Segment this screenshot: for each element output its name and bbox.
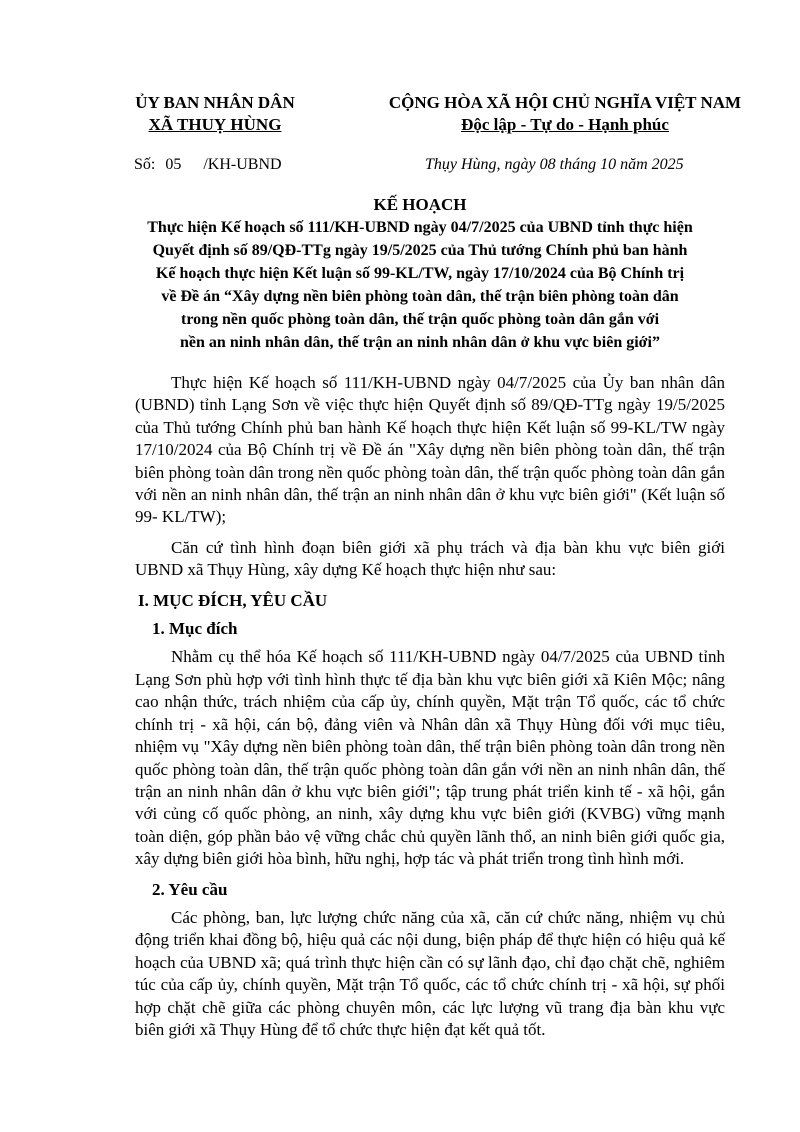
- agency-line-2: XÃ THUỴ HÙNG: [148, 115, 282, 134]
- requirements-paragraph: Các phòng, ban, lực lượng chức năng của xã, căn cứ chức năng, nhiệm vụ chủ động triển khai đồng bộ, hiệu quả các nội dung, biện pháp để thực hiện có hiệu quả kế hoạch của UBND xã; quá trình thực hiện cần có sự lãnh đạo, chỉ đạo chặt chẽ, nghiêm túc của cấp ủy, chính quyền, Mặt trận Tổ quốc, các tổ chức chính trị - xã hội, sự phối hợp chặt chẽ giữa các phòng chuyên môn, các lực lượng vũ trang địa bàn khu vực biên giới xã Thụy Hùng để tổ chức thực hiện đạt kết quả tốt.: [135, 907, 725, 1039]
- title-line: nền an ninh nhân dân, thế trận an ninh nhân dân ở khu vực biên giới”: [180, 334, 660, 351]
- title-line: Kế hoạch thực hiện Kết luận số 99-KL/TW, ngày 17/10/2024 của Bộ Chính trị: [155, 265, 685, 282]
- date-line: Thụy Hùng, ngày 08 tháng 10 năm 2025: [425, 156, 684, 173]
- title-line: về Đề án “Xây dựng nền biên phòng toàn dân, thế trận biên phòng toàn dân: [161, 288, 679, 305]
- title-line: Thực hiện Kế hoạch số 111/KH-UBND ngày 04/7/2025 của UBND tỉnh thực hiện: [147, 219, 693, 236]
- basis-paragraph: Căn cứ tình hình đoạn biên giới xã phụ trách và địa bàn khu vực biên giới UBND xã Thụy Hùng, xây dựng Kế hoạch thực hiện như sau:: [135, 537, 725, 580]
- agency-line-1: ỦY BAN NHÂN DÂN: [135, 93, 295, 112]
- document-number: [134, 156, 282, 174]
- subsection-heading: 1. Mục đích: [152, 619, 238, 639]
- title-line: trong nền quốc phòng toàn dân, thế trận quốc phòng toàn dân gắn với: [180, 311, 660, 328]
- title-heading: KẾ HOẠCH: [373, 195, 467, 214]
- country-name: CỘNG HÒA XÃ HỘI CHỦ NGHĨA VIỆT NAM: [388, 93, 742, 112]
- intro-paragraph: Thực hiện Kế hoạch số 111/KH-UBND ngày 04/7/2025 của Ủy ban nhân dân (UBND) tỉnh Lạng Sơn về việc thực hiện Quyết định số 89/QĐ-TTg ngày 19/5/2025 của Thủ tướng Chính phủ ban hành Kế hoạch thực hiện Kết luận số 99-KL/TW ngày 17/10/2024 của Bộ Chính trị về Đề án "Xây dựng nền biên phòng toàn dân, thế trận biên phòng toàn dân trong nền quốc phòng toàn dân, thế trận quốc phòng toàn dân gắn với nền an ninh nhân dân, thế trận an ninh nhân dân ở khu vực biên giới" (Kết luận số 99- KL/TW);: [135, 373, 725, 527]
- document-body: [135, 372, 725, 1049]
- motto-line: Độc lập - Tự do - Hạnh phúc: [461, 115, 669, 134]
- subsection-heading: 2. Yêu cầu: [152, 879, 228, 899]
- number-prefix: Số:: [134, 156, 156, 173]
- number-suffix: /KH-UBND: [203, 156, 282, 173]
- section-heading: I. MỤC ĐÍCH, YÊU CẦU: [138, 590, 328, 610]
- issuing-agency: [100, 92, 330, 136]
- number-value: 05: [165, 156, 182, 173]
- title-line: Quyết định số 89/QĐ-TTg ngày 19/5/2025 của Thủ tướng Chính phủ ban hành: [152, 242, 688, 259]
- national-motto: [375, 92, 755, 136]
- purpose-paragraph: Nhằm cụ thể hóa Kế hoạch số 111/KH-UBND ngày 04/7/2025 của UBND tỉnh Lạng Sơn phù hợp với tình hình thực tế địa bàn khu vực biên giới xã Kiên Mộc; nâng cao nhận thức, trách nhiệm của cấp ủy, chính quyền, Mặt trận Tổ quốc, các tổ chức chính trị - xã hội, cán bộ, đảng viên và Nhân dân xã Thụy Hùng đối với mục tiêu, nhiệm vụ "Xây dựng nền biên phòng toàn dân, thế trận biên phòng toàn dân trong nền quốc phòng toàn dân, thế trận quốc phòng toàn dân gắn với nền an ninh nhân dân, thế trận an ninh nhân dân ở khu vực biên giới"; tập trung phát triển kinh tế - xã hội, gắn với củng cố quốc phòng, an ninh, xây dựng khu vực biên giới (KVBG) vững mạnh toàn diện, góp phần bảo vệ vững chắc chủ quyền lãnh thổ, an ninh biên giới quốc gia, xây dựng biên giới hòa bình, hữu nghị, hợp tác và phát triển trong tình hình mới.: [135, 647, 725, 869]
- document-title: [100, 193, 740, 354]
